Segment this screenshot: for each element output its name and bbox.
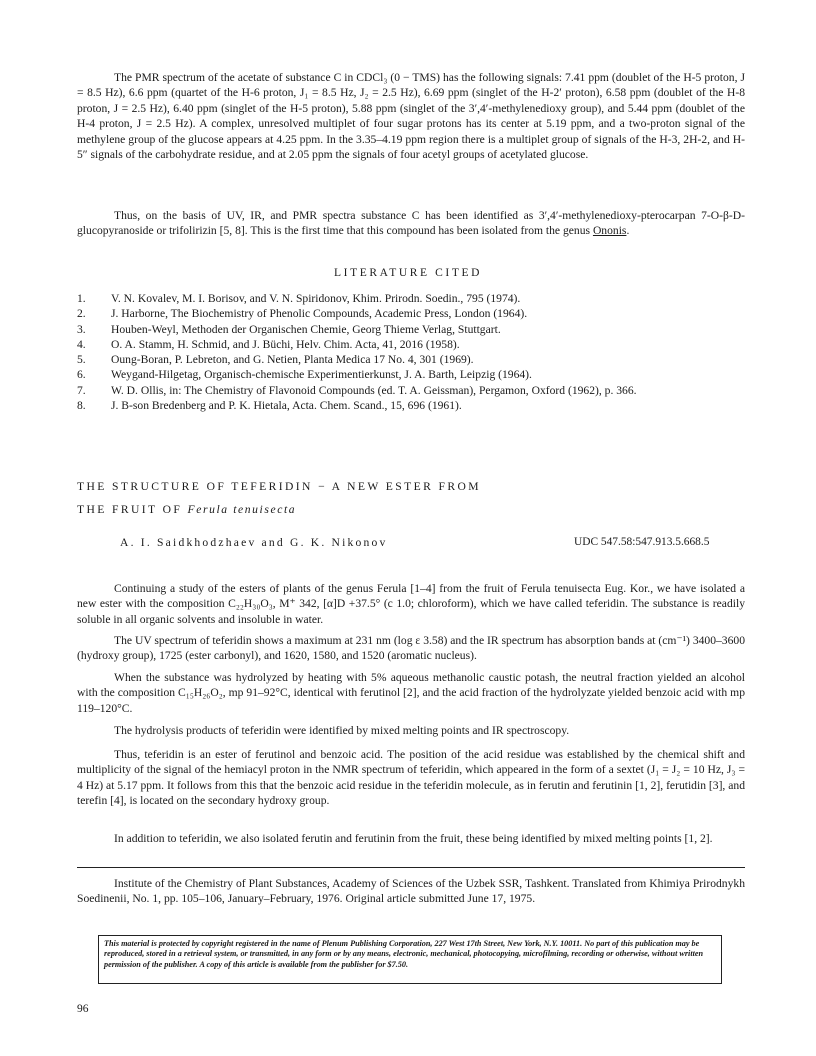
article-title-line2 [77, 503, 296, 516]
reference-text: W. D. Ollis, in: The Chemistry of Flavonoid Compounds (ed. T. A. Geissman), Pergamon, Oxford (1962), p. 366. [111, 383, 637, 397]
reference-text: Weygand-Hilgetag, Organisch-chemische Experimentierkunst, J. A. Barth, Leipzig (1964). [111, 368, 532, 382]
identification-method-paragraph: The hydrolysis products of teferidin were identified by mixed melting points and IR spectroscopy. [114, 724, 570, 737]
reference-number: 1. [77, 292, 86, 305]
uv-ir-paragraph: The UV spectrum of teferidin shows a maximum at 231 nm (log ε 3.58) and the IR spectrum has absorption bands at (cm⁻¹) 3400–3600 (hydroxy group), 1725 (ester carbonyl), and 1620, 1580, and 1520 (aromatic nucleus). [77, 634, 745, 663]
identification-end: . [626, 224, 630, 238]
reference-number: 2. [77, 307, 86, 321]
reference-text: Oung-Boran, P. Lebreton, and G. Netien, Planta Medica 17 No. 4, 301 (1969). [111, 353, 474, 367]
reference-number: 6. [77, 368, 86, 382]
identification-text: Thus, on the basis of UV, IR, and PMR spectra substance C has been identified as 3′,4′-methylenedioxy-pterocarpan 7-O-β-D-glucopyranoside or trifolirizin [5, 8]. This is the first time that this compound has been isolated from the genus [77, 209, 745, 238]
article-title-prefix: THE FRUIT OF [77, 503, 188, 516]
reference-number: 3. [77, 322, 86, 336]
article-title-line1: THE STRUCTURE OF TEFERIDIN − A NEW ESTER FROM [77, 480, 481, 493]
structure-paragraph: Thus, teferidin is an ester of ferutinol and benzoic acid. The position of the acid residue was established by the chemical shift and multiplicity of the signal of the hemiacyl proton in the NMR spectrum of teferidin, which appeared in the form of a sextet (J₁ = J₂ = 10 Hz, J₃ = 4 Hz) at 5.17 ppm. It follows from this that the benzoic acid residue in the teferidin molecule, as in ferutin and ferutinin [1, 2], ferutidin [3], and terefin [4], is located on the secondary hydroxy group. [77, 748, 745, 808]
page-number: 96 [77, 1003, 89, 1015]
footnote-rule [77, 867, 745, 868]
reference-number: 5. [77, 353, 86, 367]
reference-text: J. B-son Bredenberg and P. K. Hietala, Acta. Chem. Scand., 15, 696 (1961). [111, 399, 462, 413]
udc-code: UDC 547.58:547.913.5.668.5 [574, 536, 710, 548]
reference-number: 7. [77, 383, 86, 397]
isolation-paragraph: In addition to teferidin, we also isolated ferutin and ferutinin from the fruit, these being identified by mixed melting points [1, 2]. [114, 832, 713, 845]
hydrolysis-paragraph: When the substance was hydrolyzed by heating with 5% aqueous methanolic caustic potash, the neutral fraction yielded an alcohol with the composition C₁₅H₂₆O₂, mp 91–92°C, identical with ferutinol [2], and the acid fraction of the hydrolyzate yielded benzoic acid with mp 119–120°C. [77, 671, 745, 715]
reference-item [77, 383, 749, 398]
reference-text: V. N. Kovalev, M. I. Borisov, and V. N. Spiridonov, Khim. Prirodn. Soedin., 795 (1974). [111, 292, 521, 305]
reference-text: J. Harborne, The Biochemistry of Phenolic Compounds, Academic Press, London (1964). [111, 307, 528, 321]
reference-list [77, 291, 749, 413]
reference-item [77, 291, 749, 306]
reference-number: 4. [77, 337, 86, 351]
pmr-paragraph: The PMR spectrum of the acetate of substance C in CDCl₃ (0 − TMS) has the following signals: 7.41 ppm (doublet of the H-5 proton, J = 8.5 Hz), 6.6 ppm (quartet of the H-6 proton, J₁ = 8.5 Hz, J₂ = 2.5 Hz), 6.69 ppm (singlet of the H-2′ proton), 6.58 ppm (doublet of the H-8 proton, J = 2.5 Hz), 6.40 ppm (singlet of the H-5 proton), 5.88 ppm (singlet of the 3′,4′-methylenedioxy group), and 5.44 ppm (doublet of the H-4 proton, J = 2.5 Hz). A complex, unresolved multiplet of four sugar protons has its center at 5.19 ppm, and a two-proton signal of the methylene group of the glucose appears at 4.25 ppm. In the 3.35–4.19 ppm region there is a multiplet group of signals of the H-3, 2H-2, and H-5″ signals of the carbohydrate residue, and at 2.05 ppm the signals of four acetyl groups of acetylated glucose. [77, 71, 745, 162]
reference-item [77, 367, 749, 382]
identification-paragraph [77, 208, 745, 239]
copyright-notice: This material is protected by copyright registered in the name of Plenum Publishing Corporation, 227 West 17th Street, New York, N.Y. 10011. No part of this publication may be reproduced, stored in a retrieval system, or transmitted, in any form or by any means, electronic, mechanical, photocopying, microfilming, recording or otherwise, without written permission of the publisher. A copy of this article is available from the publisher for $7.50. [98, 935, 722, 984]
authors: A. I. Saidkhodzhaev and G. K. Nikonov [120, 536, 388, 549]
article-title-species: Ferula tenuisecta [187, 503, 297, 516]
reference-item [77, 322, 749, 337]
affiliation-footnote: Institute of the Chemistry of Plant Substances, Academy of Sciences of the Uzbek SSR, Tashkent. Translated from Khimiya Prirodnykh Soedinenii, No. 1, pp. 105–106, January–February, 1976. Original article submitted June 17, 1975. [77, 877, 745, 906]
genus-ononis: Ononis [592, 224, 627, 238]
literature-heading: LITERATURE CITED [334, 267, 482, 279]
reference-item [77, 306, 749, 321]
reference-item [77, 352, 749, 367]
reference-text: O. A. Stamm, H. Schmid, and J. Büchi, Helv. Chim. Acta, 41, 2016 (1958). [111, 337, 460, 351]
reference-item [77, 398, 749, 413]
reference-text: Houben-Weyl, Methoden der Organischen Chemie, Georg Thieme Verlag, Stuttgart. [111, 322, 501, 336]
reference-item [77, 337, 749, 352]
reference-number: 8. [77, 399, 86, 413]
intro-paragraph: Continuing a study of the esters of plants of the genus Ferula [1–4] from the fruit of Ferula tenuisecta Eug. Kor., we have isolated a new ester with the composition C₂₂H₃₀O₃, M⁺ 342, [α]D +37.5° (c 1.0; chloroform), which we have called teferidin. The substance is readily soluble in all organic solvents and insoluble in water. [77, 582, 745, 626]
